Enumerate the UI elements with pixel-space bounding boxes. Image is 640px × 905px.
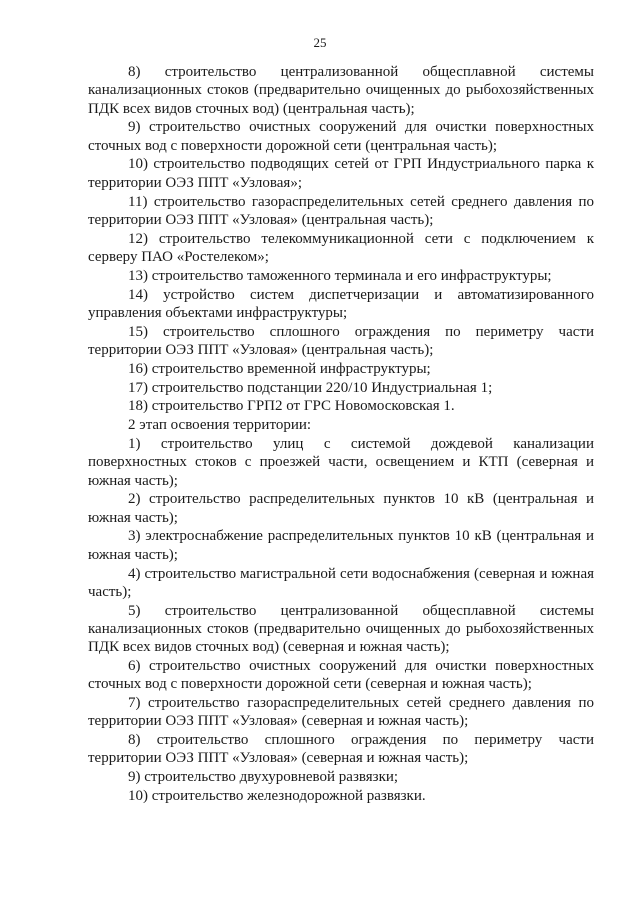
list-item: 9) строительство двухуровневой развязки;	[128, 769, 399, 786]
list-item: 4) строительство магистральной сети водоснабжения (северная и южная часть);	[88, 565, 594, 600]
list-item: 9) строительство очистных сооружений для очистки поверхностных сточных вод с поверхности дорожной сети (центральная часть);	[88, 119, 594, 154]
list-item: 14) устройство систем диспетчеризации и автоматизированного управления объектами инфраструктуры;	[88, 286, 594, 321]
list-item: 7) строительство газораспределительных сетей среднего давления по территории ОЭЗ ППТ «Узловая» (северная и южная часть);	[88, 695, 594, 730]
list-item: 6) строительство очистных сооружений для очистки поверхностных сточных вод с поверхности дорожной сети (северная и южная часть);	[88, 658, 594, 693]
list-item: 17) строительство подстанции 220/10 Индустриальная 1;	[128, 379, 493, 396]
list-item: 16) строительство временной инфраструктуры;	[128, 360, 431, 377]
list-item: 15) строительство сплошного ограждения по периметру части территории ОЭЗ ППТ «Узловая» (центральная часть);	[88, 323, 594, 358]
list-item: 1) строительство улиц с системой дождевой канализации поверхностных стоков с проезжей части, освещением и КТП (северная и южная часть);	[88, 435, 594, 489]
list-item: 13) строительство таможенного терминала и его инфраструктуры;	[128, 267, 552, 284]
list-item: 5) строительство централизованной общесплавной системы канализационных стоков (предварительно очищенных до рыбохозяйственных ПДК всех видов сточных вод) (северная и южная часть);	[88, 602, 594, 656]
list-item: 12) строительство телекоммуникационной сети с подключением к серверу ПАО «Ростелеком»;	[88, 230, 594, 265]
section-heading: 2 этап освоения территории:	[128, 417, 312, 434]
page-number: 25	[313, 35, 327, 50]
list-item: 2) строительство распределительных пунктов 10 кВ (центральная и южная часть);	[88, 491, 594, 526]
list-item: 11) строительство газораспределительных сетей среднего давления по территории ОЭЗ ППТ «Узловая» (центральная часть);	[88, 193, 594, 228]
list-item: 10) строительство железнодорожной развязки.	[128, 788, 426, 805]
list-item: 3) электроснабжение распределительных пунктов 10 кВ (центральная и южная часть);	[88, 528, 594, 563]
document-body	[88, 63, 594, 805]
list-item: 8) строительство централизованной общесплавной системы канализационных стоков (предварительно очищенных до рыбохозяйственных ПДК всех видов сточных вод) (центральная часть);	[88, 64, 594, 117]
list-item: 10) строительство подводящих сетей от ГРП Индустриального парка к территории ОЭЗ ППТ «Узловая»;	[88, 156, 594, 191]
list-item: 18) строительство ГРП2 от ГРС Новомосковская 1.	[128, 398, 455, 415]
list-item: 8) строительство сплошного ограждения по периметру части территории ОЭЗ ППТ «Узловая» (северная и южная часть);	[88, 732, 594, 767]
